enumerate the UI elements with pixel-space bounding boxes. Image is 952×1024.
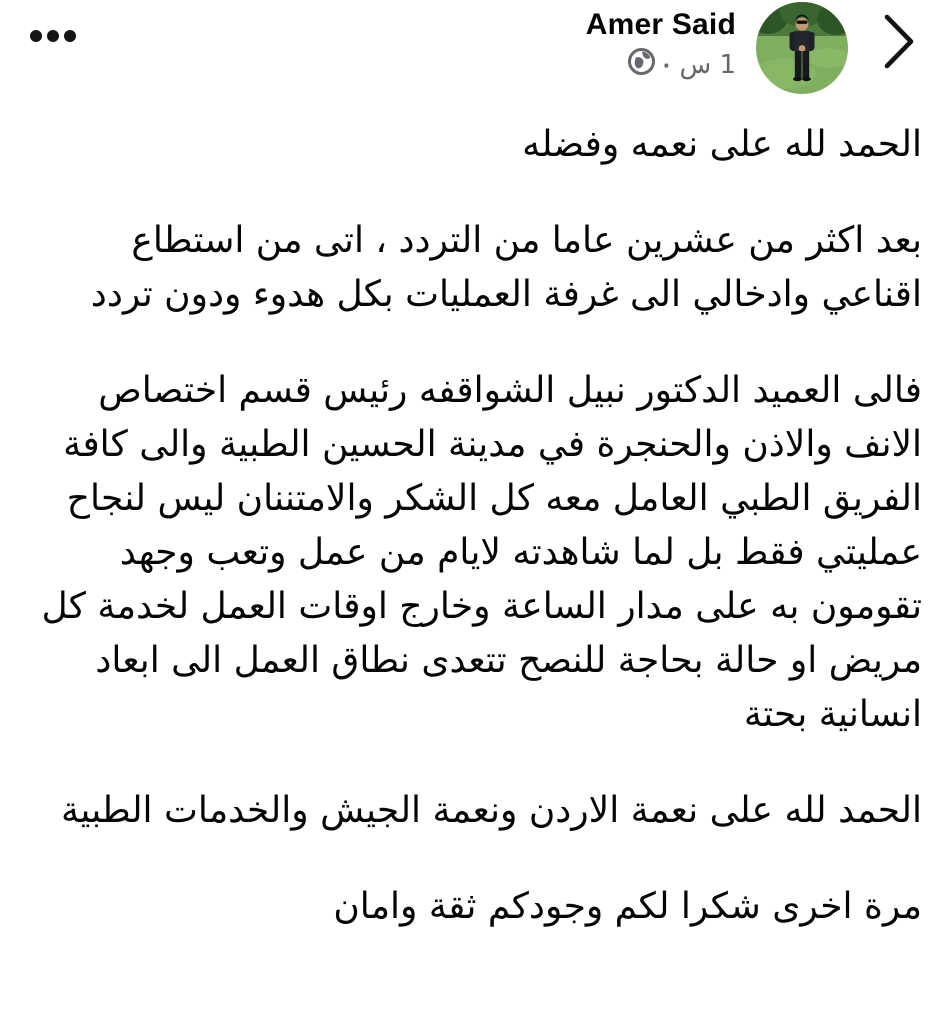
chevron-right-icon [882, 12, 918, 72]
author-name[interactable]: Amer Said [585, 8, 736, 41]
post-header [586, 8, 736, 82]
timestamp[interactable]: 1 س [679, 50, 736, 80]
ellipsis-dot [47, 30, 59, 42]
ellipsis-dot [64, 30, 76, 42]
next-chevron-button[interactable] [882, 12, 918, 77]
globe-privacy-icon [628, 48, 655, 82]
post-body [28, 118, 922, 934]
post-meta-row [586, 48, 736, 82]
post-paragraph: فالى العميد الدكتور نبيل الشواقفه رئيس قسم اختصاص الانف والاذن والحنجرة في مدينة الحسين الطبية والى كافة الفريق الطبي العامل معه كل الشكر والامتننان ليس لنجاح عمليتي فقط بل لما شاهدته لايام من عمل وتعب وجهد تقومون به على مدار الساعة وخارج اوقات العمل لخدمة كل مريض او حالة بحاجة للنصح تتعدى نطاق العمل الى ابعاد انسانية بحتة [41, 370, 922, 735]
post-paragraph: الحمد لله على نعمة الاردن ونعمة الجيش والخدمات الطبية [61, 790, 922, 831]
post-paragraph: بعد اكثر من عشرين عاما من التردد ، اتى من استطاع اقناعي وادخالي الى غرفة العمليات بكل هدوء ودون تردد [90, 220, 922, 315]
post-paragraph: الحمد لله على نعمه وفضله [522, 124, 922, 165]
ellipsis-dot [30, 30, 42, 42]
post-paragraph: مرة اخرى شكرا لكم وجودكم ثقة وامان [333, 886, 922, 927]
meta-separator: · [662, 49, 672, 80]
post-options-button[interactable] [30, 30, 76, 42]
avatar[interactable] [756, 2, 848, 94]
